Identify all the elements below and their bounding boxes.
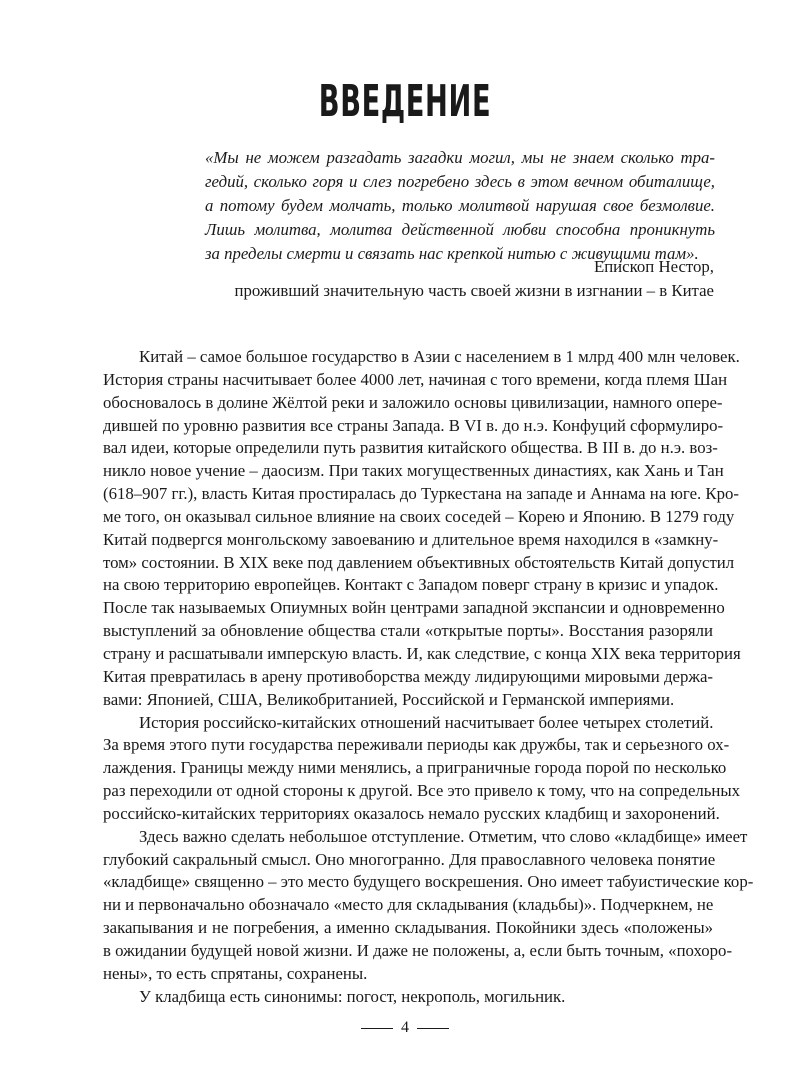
- page-number-dash-left: [361, 1028, 393, 1029]
- paragraph-line: нены», то есть спрятаны, сохранены.: [103, 963, 368, 983]
- epigraph-author: Епископ Нестор,: [593, 257, 714, 276]
- paragraph-line: страну и расшатывали имперскую власть. И, как следствие, с конца XIX века территория: [103, 643, 741, 663]
- paragraph-line: российско-китайских территориях оказалось немало русских кладбищ и захоронений.: [103, 803, 720, 823]
- paragraph-line: ме того, он оказывал сильное влияние на своих соседей – Корею и Японию. В 1279 году: [103, 506, 735, 526]
- paragraph-line: У кладбища есть синонимы: погост, некрополь, могильник.: [139, 986, 566, 1006]
- paragraph-line: том» состоянии. В XIX веке под давлением объективных обстоятельств Китай допустил: [103, 552, 735, 572]
- paragraph-line: После так называемых Опиумных войн центрами западной экспансии и одновременно: [103, 598, 725, 618]
- epigraph-author-note: проживший значительную часть своей жизни в изгнании – в Китае: [234, 281, 714, 300]
- paragraph-line: (618–907 гг.), власть Китая простиралась до Туркестана на западе и Аннама на юге. Кро-: [103, 484, 739, 504]
- paragraph-line: Китай – самое большое государство в Азии с населением в 1 млрд 400 млн человек.: [139, 347, 740, 366]
- paragraph-line: в ожидании будущей новой жизни. И даже не положены, а, если быть точным, «похоро-: [103, 940, 733, 960]
- paragraph-line: Китай подвергся монгольскому завоеванию и длительное время находился в «замкну-: [103, 529, 719, 549]
- paragraph-line: ни и первоначально обозначало «место для складывания (кладьбы)». Подчеркнем, не: [103, 895, 714, 915]
- paragraph-line: лаждения. Границы между ними менялись, а приграничные города порой по несколько: [103, 758, 727, 778]
- paragraph-line: вал идеи, которые определили путь развития китайского общества. В III в. до н.э. воз-: [103, 438, 718, 458]
- paragraph-line: дившей по уровню развития все страны Запада. В VI в. до н.э. Конфуций сформулиро-: [103, 415, 724, 435]
- paragraph-line: обосновалось в долине Жёлтой реки и заложило основы цивилизации, намного опере-: [103, 392, 723, 412]
- epigraph: [205, 146, 715, 266]
- paragraph-line: вами: Японией, США, Великобританией, Российской и Германской империями.: [103, 689, 675, 709]
- page-number: [0, 1019, 810, 1037]
- paragraph-line: глубокий сакральный смысл. Оно многогранно. Для православного человека понятие: [103, 849, 716, 869]
- epigraph-line: Лишь молитва, молитва действенной любви способна проникнуть: [205, 220, 715, 239]
- paragraph-line: Китая превратилась в арену противоборства между лидирующими мировыми держа-: [103, 666, 713, 686]
- paragraph-line: История страны насчитывает более 4000 лет, начиная с того времени, когда племя Шан: [103, 369, 728, 389]
- body-text: [103, 346, 754, 1008]
- paragraph-line: закапывания и не погребения, а именно складывания. Покойники здесь «положены»: [103, 918, 713, 938]
- paragraph-line: История российско-китайских отношений насчитывает более четырех столетий.: [139, 712, 714, 732]
- epigraph-line: гедий, сколько горя и слез погребено здесь в этом вечном обиталище,: [205, 172, 715, 191]
- page-number-value: 4: [401, 1019, 409, 1036]
- paragraph-line: Здесь важно сделать небольшое отступление. Отметим, что слово «кладбище» имеет: [139, 826, 748, 846]
- epigraph-line: а потому будем молчать, только молитвой нарушая свое безмолвие.: [205, 196, 715, 215]
- page-number-dash-right: [417, 1028, 449, 1029]
- paragraph-line: раз переходили от одной стороны к другой. Все это привело к тому, что на сопредельных: [103, 781, 741, 801]
- epigraph-line: за пределы смерти и связать нас крепкой нитью с живущими там».: [205, 244, 699, 263]
- page-title: ВВЕДЕНИЕ: [318, 76, 492, 127]
- paragraph-line: никло новое учение – даосизм. При таких могущественных династиях, как Хань и Тан: [103, 461, 724, 481]
- paragraph-line: выступлений за обновление общества стали «открытые порты». Восстания разоряли: [103, 621, 713, 641]
- paragraph-line: на свою территорию европейцев. Контакт с Западом поверг страну в кризис и упадок.: [103, 575, 719, 595]
- paragraph-line: «кладбище» священно – это место будущего воскрешения. Оно имеет табуистические кор-: [103, 872, 754, 892]
- paragraph-line: За время этого пути государства переживали периоды как дружбы, так и серьезного ох-: [103, 735, 730, 755]
- epigraph-line: «Мы не можем разгадать загадки могил, мы не знаем сколько тра-: [205, 148, 715, 167]
